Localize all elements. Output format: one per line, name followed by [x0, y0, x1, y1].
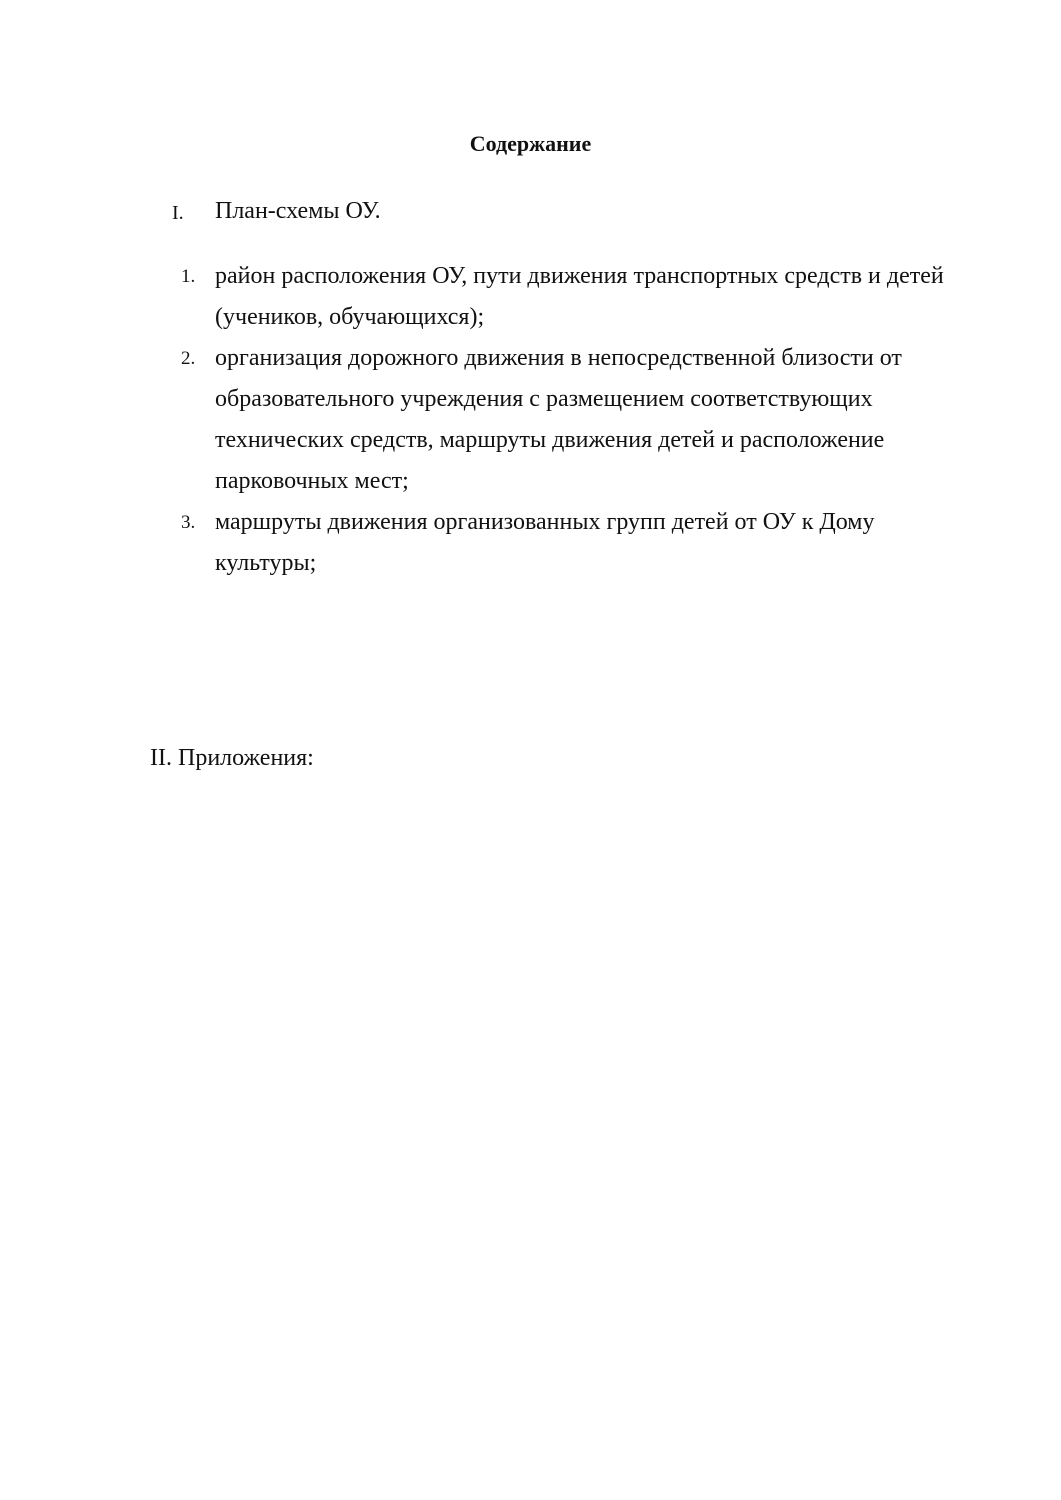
list-item: [181, 256, 975, 338]
list-item-text: маршруты движения организованных групп детей от ОУ к Дому культуры;: [215, 509, 875, 576]
contents-list: [181, 256, 975, 584]
section-2-heading: II. Приложения:: [150, 745, 314, 771]
list-item-text: район расположения ОУ, пути движения транспортных средств и детей (учеников, обучающихся);: [215, 263, 944, 330]
section-1-heading: План-схемы ОУ.: [215, 198, 381, 224]
list-item-number: 1.: [181, 266, 196, 287]
section-1-number: I.: [172, 202, 184, 224]
list-item: [181, 502, 975, 584]
list-item-number: 2.: [181, 348, 196, 369]
list-item-text: организация дорожного движения в непосредственной близости от образовательного учреждения с размещением соответствующих технических средств, маршруты движения детей и расположение парковочных мест;: [215, 345, 902, 494]
list-item-number: 3.: [181, 512, 196, 533]
list-item: [181, 338, 975, 502]
document-title: Содержание: [469, 131, 592, 156]
